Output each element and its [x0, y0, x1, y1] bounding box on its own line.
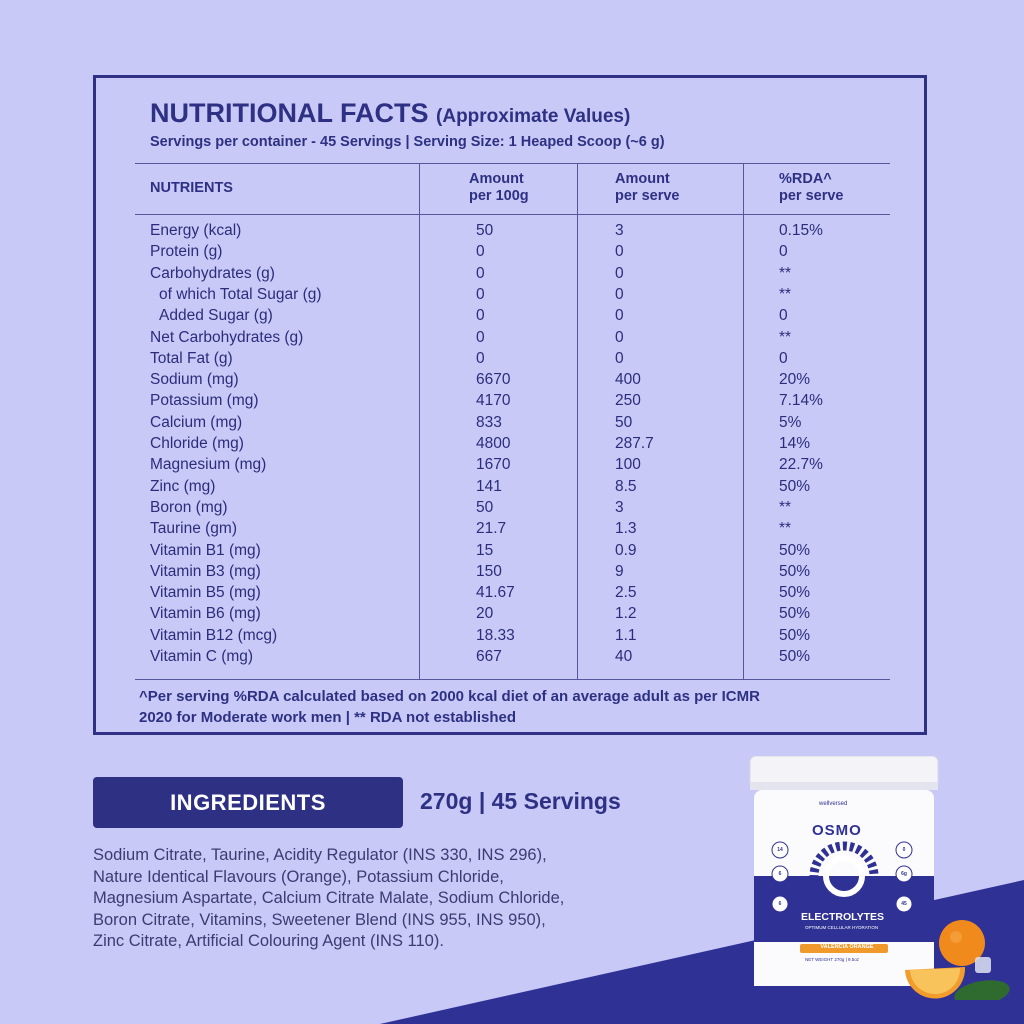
jar-badge: 45	[901, 901, 907, 907]
header-per-100g-line1: Amount	[469, 171, 524, 187]
amount-per-serve: 40	[615, 648, 633, 665]
table-row	[96, 286, 924, 307]
amount-per-100g: 21.7	[476, 520, 507, 538]
amount-per-100g: 50	[476, 222, 494, 239]
table-row	[96, 371, 924, 392]
rda-per-serve: 22.7%	[779, 456, 823, 474]
table-top-rule	[135, 163, 890, 164]
table-row	[96, 542, 924, 563]
amount-per-100g: 0	[476, 264, 485, 282]
nutrient-name: Vitamin B6 (mg)	[150, 605, 261, 623]
table-row	[96, 243, 924, 264]
rda-per-serve: 14%	[779, 435, 811, 452]
pack-size: 270g | 45 Servings	[420, 788, 621, 814]
jar-badge: 6	[778, 901, 782, 907]
amount-per-serve: 0	[615, 307, 624, 325]
amount-per-serve: 9	[615, 562, 624, 580]
amount-per-serve: 3	[615, 498, 624, 516]
rda-per-serve: **	[779, 520, 792, 538]
servings-info: Servings per container - 45 Servings | Serving Size: 1 Heaped Scoop (~6 g)	[150, 134, 665, 150]
header-per-serve-line1: Amount	[615, 171, 670, 187]
ingredients-line: Magnesium Aspartate, Calcium Citrate Malate, Sodium Chloride,	[93, 889, 565, 907]
nutrient-name: Protein (g)	[150, 243, 223, 261]
header-per-serve	[615, 171, 680, 205]
table-row	[96, 265, 924, 286]
amount-per-serve: 50	[615, 413, 633, 431]
table-row	[96, 627, 924, 648]
jar-badge: 0	[902, 847, 906, 853]
amount-per-serve: 2.5	[615, 584, 637, 602]
amount-per-100g: 0	[476, 307, 485, 325]
rda-per-serve: 0	[779, 349, 788, 367]
ingredients-line: Boron Citrate, Vitamins, Sweetener Blend (INS 955, INS 950),	[93, 910, 546, 929]
amount-per-serve: 0	[615, 328, 624, 346]
facts-title-note: (Approximate Values)	[436, 106, 631, 127]
rda-per-serve: **	[779, 264, 792, 282]
jar-brand: OSMO	[812, 822, 862, 839]
amount-per-serve: 1.2	[615, 605, 637, 623]
orange-fruit-icon	[900, 915, 1015, 1000]
nutrient-name: Total Fat (g)	[150, 349, 233, 367]
amount-per-100g: 4800	[476, 435, 511, 452]
amount-per-100g: 15	[476, 541, 494, 559]
table-row	[96, 648, 924, 669]
header-rda	[779, 171, 844, 205]
table-row	[96, 563, 924, 584]
amount-per-100g: 6670	[476, 371, 511, 389]
rda-per-serve: 50%	[779, 605, 811, 623]
nutrient-name: Potassium (mg)	[150, 392, 259, 410]
nutrient-name: Taurine (gm)	[150, 520, 237, 538]
amount-per-100g: 18.33	[476, 626, 515, 644]
jar-badge: 14	[777, 847, 783, 853]
table-header-rule	[135, 214, 890, 215]
amount-per-serve: 8.5	[615, 477, 637, 495]
amount-per-100g: 667	[476, 648, 502, 665]
nutrient-name: of which Total Sugar (g)	[159, 285, 322, 303]
amount-per-100g: 50	[476, 498, 494, 516]
table-row	[96, 222, 924, 243]
jar-badge: 6	[778, 871, 782, 877]
ingredients-label: INGREDIENTS	[93, 777, 403, 828]
jar-badge: 6g	[901, 871, 907, 877]
table-row	[96, 435, 924, 456]
nutrient-name: Boron (mg)	[150, 498, 228, 516]
table-row	[96, 478, 924, 499]
rda-per-serve: 0	[779, 307, 788, 325]
nutrient-name: Vitamin B5 (mg)	[150, 584, 261, 602]
amount-per-serve: 1.1	[615, 626, 637, 644]
amount-per-100g: 0	[476, 285, 485, 303]
rda-per-serve: 50%	[779, 584, 811, 602]
ingredients-line: Zinc Citrate, Artificial Colouring Agent (INS 110).	[93, 932, 444, 950]
footnote-line1: ^Per serving %RDA calculated based on 2000 kcal diet of an average adult as per ICMR	[139, 688, 760, 705]
rda-per-serve: **	[779, 285, 792, 303]
amount-per-serve: 100	[615, 456, 641, 474]
amount-per-100g: 0	[476, 243, 485, 261]
header-per-100g	[469, 171, 529, 205]
rda-footnote	[139, 686, 899, 728]
amount-per-serve: 0	[615, 243, 624, 261]
amount-per-100g: 41.67	[476, 584, 515, 602]
nutrient-name: Added Sugar (g)	[159, 307, 273, 325]
amount-per-serve: 0	[615, 264, 624, 282]
table-row	[96, 392, 924, 413]
nutrient-name: Net Carbohydrates (g)	[150, 328, 304, 346]
amount-per-serve: 287.7	[615, 435, 654, 452]
jar-brand-small: wellversed	[819, 801, 848, 807]
facts-title-main: NUTRITIONAL FACTS	[150, 98, 429, 128]
rda-per-serve: 50%	[779, 541, 811, 559]
amount-per-100g: 833	[476, 413, 502, 431]
table-bottom-rule	[135, 679, 890, 680]
amount-per-serve: 400	[615, 371, 641, 389]
amount-per-serve: 1.3	[615, 520, 637, 538]
header-rda-line2: per serve	[779, 188, 844, 204]
rda-per-serve: **	[779, 498, 792, 516]
jar-product-name: ELECTROLYTES	[801, 911, 885, 923]
amount-per-100g: 0	[476, 328, 485, 346]
rda-per-serve: 5%	[779, 413, 802, 431]
ingredients-line: Nature Identical Flavours (Orange), Potassium Chloride,	[93, 867, 504, 886]
amount-per-100g: 1670	[476, 456, 511, 474]
nutrient-name: Magnesium (mg)	[150, 456, 267, 474]
table-row	[96, 456, 924, 477]
table-row	[96, 307, 924, 328]
rda-per-serve: 20%	[779, 371, 811, 389]
rda-per-serve: 0	[779, 243, 788, 261]
nutrient-name: Chloride (mg)	[150, 435, 244, 452]
nutrient-name: Vitamin B3 (mg)	[150, 562, 261, 580]
nutrient-name: Vitamin C (mg)	[150, 648, 254, 665]
table-row	[96, 584, 924, 605]
jar-flavour: VALENCIA ORANGE	[820, 944, 874, 950]
amount-per-serve: 0	[615, 285, 624, 303]
nutrient-name: Zinc (mg)	[150, 477, 216, 495]
header-per-100g-line2: per 100g	[469, 188, 529, 204]
rda-per-serve: **	[779, 328, 792, 346]
header-rda-line1: %RDA^	[779, 171, 832, 187]
ingredients-line: Sodium Citrate, Taurine, Acidity Regulator (INS 330, INS 296),	[93, 846, 547, 864]
amount-per-serve: 0	[615, 349, 624, 367]
header-per-serve-line2: per serve	[615, 188, 680, 204]
rda-per-serve: 50%	[779, 626, 811, 644]
header-nutrients: NUTRIENTS	[150, 180, 233, 196]
facts-title	[150, 98, 630, 129]
amount-per-100g: 4170	[476, 392, 511, 410]
amount-per-100g: 150	[476, 562, 502, 580]
amount-per-100g: 20	[476, 605, 494, 623]
jar-net-weight: NET WEIGHT 270g | 9.5oz	[805, 957, 860, 962]
amount-per-100g: 0	[476, 349, 485, 367]
table-row	[96, 520, 924, 541]
rda-per-serve: 50%	[779, 562, 811, 580]
nutrient-name: Energy (kcal)	[150, 222, 242, 239]
rda-per-serve: 50%	[779, 477, 811, 495]
nutrition-facts-panel	[93, 75, 927, 735]
table-row	[96, 350, 924, 371]
rda-per-serve: 50%	[779, 648, 811, 665]
table-row	[96, 499, 924, 520]
table-row	[96, 329, 924, 350]
footnote-line2: 2020 for Moderate work men | ** RDA not established	[139, 709, 517, 726]
nutrient-name: Vitamin B12 (mcg)	[150, 626, 278, 644]
rda-per-serve: 0.15%	[779, 222, 823, 239]
nutrient-name: Carbohydrates (g)	[150, 264, 275, 282]
amount-per-serve: 250	[615, 392, 641, 410]
amount-per-serve: 3	[615, 222, 624, 239]
jar-tagline: OPTIMUM CELLULAR HYDRATION	[805, 925, 879, 930]
table-row	[96, 605, 924, 626]
nutrient-name: Vitamin B1 (mg)	[150, 541, 261, 559]
amount-per-100g: 141	[476, 477, 502, 495]
amount-per-serve: 0.9	[615, 541, 637, 559]
table-row	[96, 414, 924, 435]
nutrient-name: Sodium (mg)	[150, 371, 239, 389]
ingredients-list	[93, 845, 653, 953]
rda-per-serve: 7.14%	[779, 392, 823, 410]
nutrient-name: Calcium (mg)	[150, 413, 243, 431]
